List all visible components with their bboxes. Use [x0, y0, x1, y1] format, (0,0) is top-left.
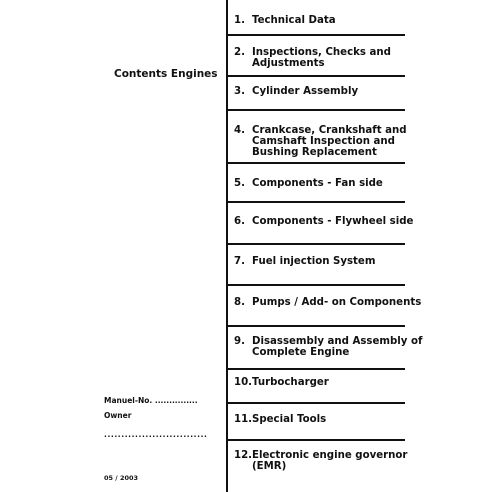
entry-title: Components - Fan side: [252, 178, 383, 189]
entry-number: 2.: [234, 47, 245, 58]
manual-number-field: Manuel-No. ...............: [104, 396, 198, 405]
entry-title-line-1: Disassembly and Assembly of: [252, 336, 423, 347]
contents-entry-11: [234, 414, 326, 425]
entry-title: Special Tools: [252, 414, 327, 425]
contents-entry-5: [234, 178, 383, 189]
entry-number: 5.: [234, 178, 245, 189]
contents-entry-10: [234, 377, 329, 388]
entry-number: 6.: [234, 216, 245, 227]
entry-number: 9.: [234, 336, 245, 347]
contents-entry-4: [234, 125, 407, 158]
entry-number: 11.: [234, 414, 253, 425]
entry-title: Components - Flywheel side: [252, 216, 414, 227]
entry-separator: [228, 325, 405, 327]
entry-number: 1.: [234, 15, 245, 26]
entry-separator: [228, 109, 405, 111]
entry-number: 4.: [234, 125, 245, 136]
entry-title-line-2: Camshaft Inspection and: [252, 136, 395, 147]
entry-title-line-3: Bushing Replacement: [252, 147, 377, 158]
entry-number: 10.: [234, 377, 253, 388]
entry-number: 7.: [234, 256, 245, 267]
entry-separator: [228, 201, 405, 203]
vertical-divider: [226, 0, 228, 492]
entry-title-line-2: Adjustments: [252, 58, 325, 69]
entry-title-line-2: (EMR): [252, 461, 287, 472]
entry-separator: [228, 402, 405, 404]
contents-entry-2: [234, 47, 391, 69]
contents-entry-7: [234, 256, 375, 267]
contents-entry-8: [234, 297, 421, 308]
contents-entry-3: [234, 86, 358, 97]
entry-separator: [228, 34, 405, 36]
contents-entry-9: [234, 336, 422, 358]
entry-title: Technical Data: [252, 15, 336, 26]
entry-number: 12.: [234, 450, 253, 461]
entry-title: Fuel injection System: [252, 256, 376, 267]
entry-separator: [228, 284, 405, 286]
entry-separator: [228, 75, 405, 77]
contents-entry-12: [234, 450, 407, 472]
entry-separator: [228, 368, 405, 370]
entry-separator: [228, 162, 405, 164]
entry-title: Cylinder Assembly: [252, 86, 359, 97]
publication-date: 05 / 2003: [104, 474, 139, 482]
entry-number: 8.: [234, 297, 245, 308]
entry-separator: [228, 243, 405, 245]
entry-title-line-1: Electronic engine governor: [252, 450, 408, 461]
entry-title-line-1: Crankcase, Crankshaft and: [252, 125, 407, 136]
contents-entry-1: [234, 15, 336, 26]
owner-label: Owner: [104, 411, 132, 420]
owner-field-dots: ..............................: [104, 430, 208, 439]
entry-number: 3.: [234, 86, 245, 97]
contents-entry-6: [234, 216, 413, 227]
entry-title-line-2: Complete Engine: [252, 347, 350, 358]
entry-title-line-1: Inspections, Checks and: [252, 47, 391, 58]
contents-title: Contents Engines: [114, 68, 218, 80]
entry-title: Pumps / Add- on Components: [252, 297, 422, 308]
entry-title: Turbocharger: [252, 377, 329, 388]
entry-separator: [228, 439, 405, 441]
